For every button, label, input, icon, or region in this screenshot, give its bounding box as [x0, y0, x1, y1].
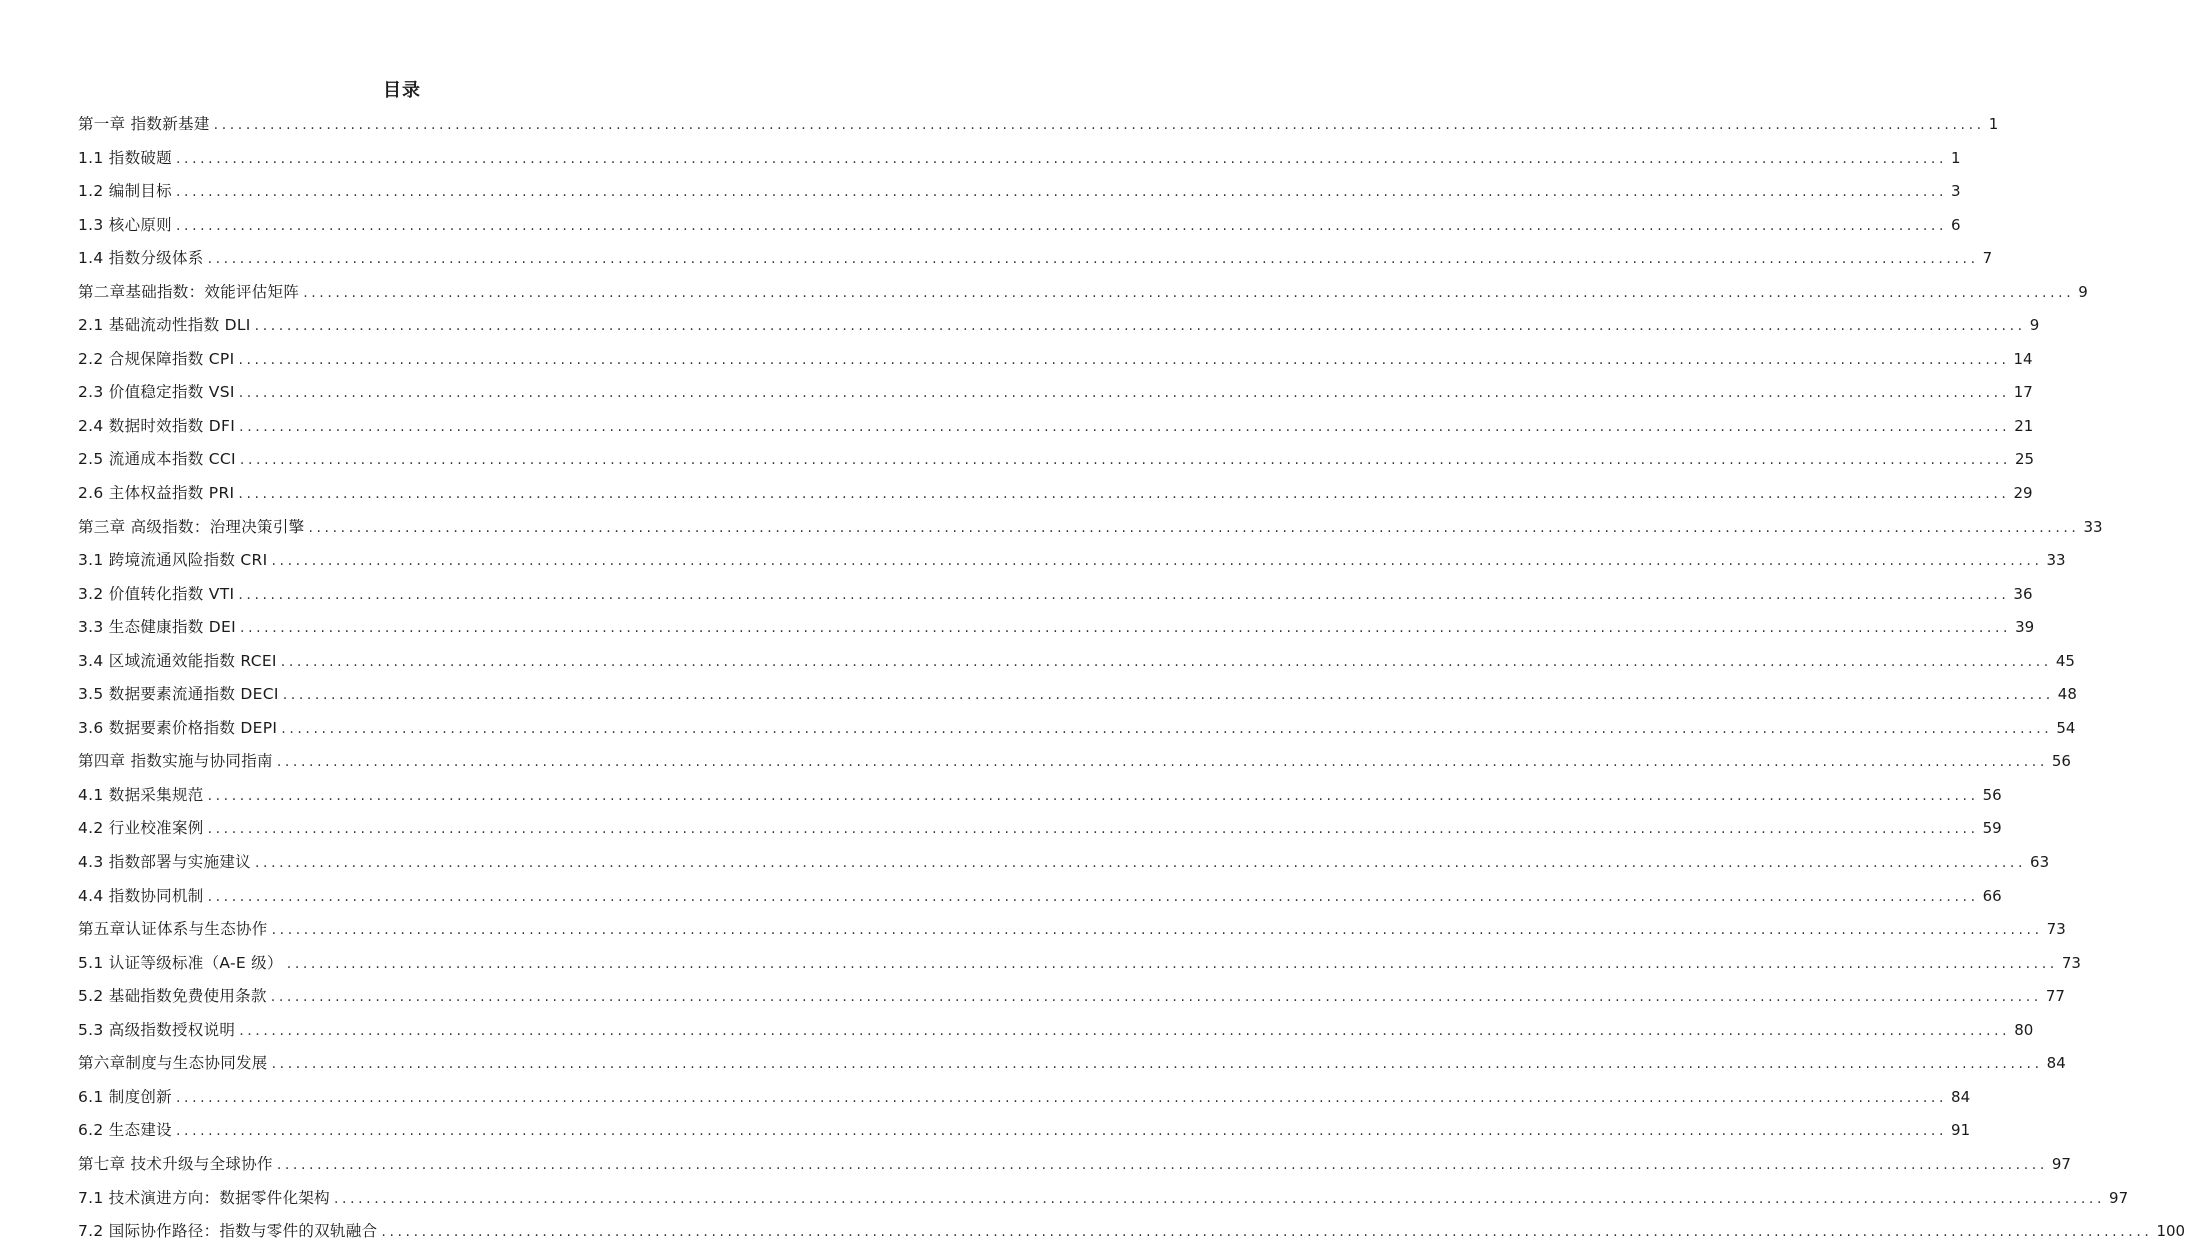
toc-entry[interactable] — [78, 1215, 2185, 1249]
dot-leader: ............................................................................................................................................................................................................................ — [238, 351, 2010, 368]
toc-entry[interactable] — [78, 1114, 1971, 1148]
toc-entry[interactable] — [78, 242, 1993, 276]
dot-leader: ............................................................................................................................................................................................................................ — [238, 385, 2010, 402]
toc-entry-page-number: 17 — [2013, 383, 2033, 402]
toc-entry-page-number: 1 — [1988, 115, 1999, 133]
toc-entry[interactable] — [78, 812, 2002, 846]
toc-entry[interactable] — [78, 1047, 2066, 1081]
toc-entry-label: 6.1 制度创新 — [78, 1087, 172, 1106]
dot-leader: ............................................................................................................................................................................................................................ — [238, 486, 2010, 503]
toc-entry[interactable] — [78, 712, 2076, 746]
toc-entry[interactable] — [78, 578, 2033, 612]
toc-entry-label: 5.3 高级指数授权说明 — [78, 1020, 236, 1039]
toc-entry-label: 7.1 技术演进方向：数据零件化架构 — [78, 1188, 330, 1207]
toc-entry-label: 2.5 流通成本指数 CCI — [78, 450, 236, 469]
toc-entry-page-number: 48 — [2057, 685, 2077, 704]
toc-entry[interactable] — [78, 544, 2066, 578]
dot-leader: ............................................................................................................................................................................................................................ — [271, 553, 2043, 570]
toc-entry[interactable] — [78, 1182, 2129, 1216]
toc-entry-label: 第六章制度与生态协同发展 — [78, 1054, 268, 1073]
toc-entry[interactable] — [78, 142, 1961, 176]
toc-entry[interactable] — [78, 108, 1999, 142]
toc-entry-page-number: 1 — [1951, 148, 1961, 167]
toc-entry-label: 6.2 生态建设 — [78, 1121, 172, 1140]
toc-entry-label: 4.2 行业校准案例 — [78, 819, 204, 838]
toc-entry-label: 1.4 指数分级体系 — [78, 249, 204, 268]
toc-entry-page-number: 9 — [2078, 282, 2088, 301]
dot-leader: ............................................................................................................................................................................................................................ — [239, 418, 2011, 435]
toc-entry-page-number: 33 — [2046, 551, 2066, 570]
dot-leader: ............................................................................................................................................................................................................................ — [286, 955, 2058, 972]
dot-leader: ............................................................................................................................................................................................................................ — [213, 117, 1985, 133]
toc-entry[interactable] — [78, 376, 2033, 410]
toc-entry-label: 第五章认证体系与生态协作 — [78, 920, 268, 939]
dot-leader: ............................................................................................................................................................................................................................ — [239, 1022, 2011, 1039]
dot-leader: ............................................................................................................................................................................................................................ — [207, 821, 1979, 838]
toc-entry-page-number: 9 — [2029, 316, 2040, 335]
toc-entry[interactable] — [78, 745, 2071, 779]
toc-entry-page-number: 21 — [2014, 416, 2034, 435]
toc-entry-label: 1.3 核心原则 — [78, 215, 172, 234]
toc-entry-label: 1.1 指数破题 — [78, 148, 172, 167]
toc-entry-label: 5.2 基础指数免费使用条款 — [78, 987, 267, 1006]
toc-entry-label: 3.1 跨境流通风险指数 CRI — [78, 551, 268, 570]
toc-entry-page-number: 77 — [2045, 987, 2065, 1006]
toc-entry-page-number: 25 — [2014, 450, 2035, 469]
dot-leader: ............................................................................................................................................................................................................................ — [175, 1123, 1948, 1140]
toc-entry-page-number: 73 — [2046, 920, 2066, 939]
dot-leader: ............................................................................................................................................................................................................................ — [175, 1089, 1948, 1106]
toc-entry[interactable] — [78, 611, 2035, 645]
dot-leader: ............................................................................................................................................................................................................................ — [239, 452, 2011, 469]
toc-entry-page-number: 14 — [2013, 349, 2033, 368]
toc-title: 目录 — [383, 80, 421, 101]
toc-entry-label: 2.3 价值稳定指数 VSI — [78, 383, 235, 402]
toc-entry-page-number: 33 — [2083, 517, 2103, 536]
dot-leader: ............................................................................................................................................................................................................................ — [282, 687, 2054, 704]
toc-entry-page-number: 59 — [1982, 819, 2002, 838]
toc-entry[interactable] — [78, 1014, 2034, 1048]
toc-entry[interactable] — [78, 1148, 2071, 1182]
dot-leader: ............................................................................................................................................................................................................................ — [238, 586, 2010, 603]
toc-entry-page-number: 3 — [1951, 182, 1961, 201]
toc-entry[interactable] — [78, 209, 1961, 243]
dot-leader: ............................................................................................................................................................................................................................ — [254, 318, 2026, 335]
toc-entry-label: 第七章 技术升级与全球协作 — [78, 1154, 273, 1173]
dot-leader: ............................................................................................................................................................................................................................ — [175, 184, 1948, 201]
toc-entry-label: 第四章 指数实施与协同指南 — [78, 752, 273, 771]
dot-leader: ............................................................................................................................................................................................................................ — [333, 1190, 2106, 1207]
toc-entry-label: 第一章 指数新基建 — [78, 115, 210, 133]
toc-entry-label: 3.6 数据要素价格指数 DEPI — [78, 718, 278, 737]
toc-entry-label: 2.4 数据时效指数 DFI — [78, 416, 236, 435]
toc-entry-page-number: 80 — [2014, 1020, 2034, 1039]
toc-entry-page-number: 84 — [2046, 1054, 2066, 1073]
dot-leader: ............................................................................................................................................................................................................................ — [280, 653, 2052, 670]
toc-entry[interactable] — [78, 309, 2040, 343]
toc-entry-page-number: 45 — [2055, 651, 2075, 670]
toc-entry[interactable] — [78, 678, 2077, 712]
toc-entry-label: 7.2 国际协作路径：指数与零件的双轨融合 — [78, 1222, 378, 1241]
toc-entry-page-number: 39 — [2015, 618, 2035, 637]
toc-entry-label: 3.3 生态健康指数 DEI — [78, 618, 237, 637]
toc-entry[interactable] — [78, 175, 1961, 209]
toc-entry-label: 5.1 认证等级标准（A-E 级） — [78, 953, 283, 972]
toc-entry[interactable] — [78, 410, 2034, 444]
toc-entry-label: 2.1 基础流动性指数 DLI — [78, 316, 251, 335]
toc-entry-page-number: 73 — [2061, 953, 2081, 972]
toc-entry-page-number: 66 — [1982, 886, 2002, 905]
dot-leader: ............................................................................................................................................................................................................................ — [303, 284, 2075, 301]
toc-entry-label: 第三章 高级指数：治理决策引擎 — [78, 517, 305, 536]
toc-entry[interactable] — [78, 443, 2035, 477]
dot-leader: ............................................................................................................................................................................................................................ — [254, 855, 2027, 872]
toc-entry-page-number: 91 — [1951, 1121, 1971, 1140]
toc-entry-page-number: 54 — [2056, 718, 2076, 737]
toc-entry-label: 1.2 编制目标 — [78, 182, 172, 201]
toc-entry-label: 3.2 价值转化指数 VTI — [78, 584, 235, 603]
toc-entry-page-number: 84 — [1951, 1087, 1971, 1106]
toc-entry-page-number: 100 — [2156, 1222, 2185, 1241]
toc-entry-page-number: 63 — [2030, 853, 2050, 872]
toc-entry[interactable] — [78, 913, 2066, 947]
dot-leader: ............................................................................................................................................................................................................................ — [175, 217, 1948, 234]
dot-leader: ............................................................................................................................................................................................................................ — [381, 1224, 2153, 1241]
toc-entry-label: 2.2 合规保障指数 CPI — [78, 349, 235, 368]
dot-leader: ............................................................................................................................................................................................................................ — [276, 754, 2048, 771]
toc-entry[interactable] — [78, 477, 2033, 511]
toc-entry-page-number: 29 — [2013, 484, 2033, 503]
dot-leader: ............................................................................................................................................................................................................................ — [271, 1056, 2043, 1073]
toc-entry[interactable] — [78, 880, 2002, 914]
toc-entry-page-number: 36 — [2013, 584, 2033, 603]
dot-leader: ............................................................................................................................................................................................................................ — [308, 519, 2080, 536]
dot-leader: ............................................................................................................................................................................................................................ — [240, 620, 2012, 637]
toc-entry-label: 3.4 区域流通效能指数 RCEI — [78, 651, 277, 670]
dot-leader: ............................................................................................................................................................................................................................ — [207, 787, 1979, 804]
toc-list — [78, 108, 2185, 1249]
toc-entry[interactable] — [78, 1081, 1971, 1115]
dot-leader: ............................................................................................................................................................................................................................ — [207, 251, 1979, 268]
toc-entry-label: 第二章基础指数：效能评估矩阵 — [78, 282, 300, 301]
toc-entry-label: 4.1 数据采集规范 — [78, 785, 204, 804]
toc-entry[interactable] — [78, 343, 2033, 377]
toc-entry-page-number: 97 — [2051, 1154, 2071, 1173]
toc-entry-label: 3.5 数据要素流通指数 DECI — [78, 685, 279, 704]
toc-entry[interactable] — [78, 846, 2050, 880]
toc-entry[interactable] — [78, 779, 2002, 813]
toc-entry-label: 4.3 指数部署与实施建议 — [78, 853, 251, 872]
dot-leader: ............................................................................................................................................................................................................................ — [270, 989, 2042, 1006]
toc-entry[interactable] — [78, 645, 2075, 679]
toc-entry-page-number: 6 — [1951, 215, 1961, 234]
dot-leader: ............................................................................................................................................................................................................................ — [271, 922, 2043, 939]
toc-entry-label: 4.4 指数协同机制 — [78, 886, 204, 905]
toc-entry[interactable] — [78, 511, 2103, 545]
toc-entry-page-number: 56 — [1982, 785, 2002, 804]
toc-entry-page-number: 97 — [2109, 1188, 2129, 1207]
dot-leader: ............................................................................................................................................................................................................................ — [207, 888, 1979, 905]
dot-leader: ............................................................................................................................................................................................................................ — [175, 150, 1948, 167]
toc-entry-label: 2.6 主体权益指数 PRI — [78, 484, 235, 503]
dot-leader: ............................................................................................................................................................................................................................ — [281, 720, 2053, 737]
dot-leader: ............................................................................................................................................................................................................................ — [276, 1156, 2048, 1173]
toc-entry-page-number: 56 — [2051, 752, 2071, 771]
toc-entry[interactable] — [78, 947, 2081, 981]
toc-entry[interactable] — [78, 980, 2065, 1014]
toc-entry-page-number: 7 — [1982, 249, 1993, 268]
toc-entry[interactable] — [78, 276, 2088, 310]
